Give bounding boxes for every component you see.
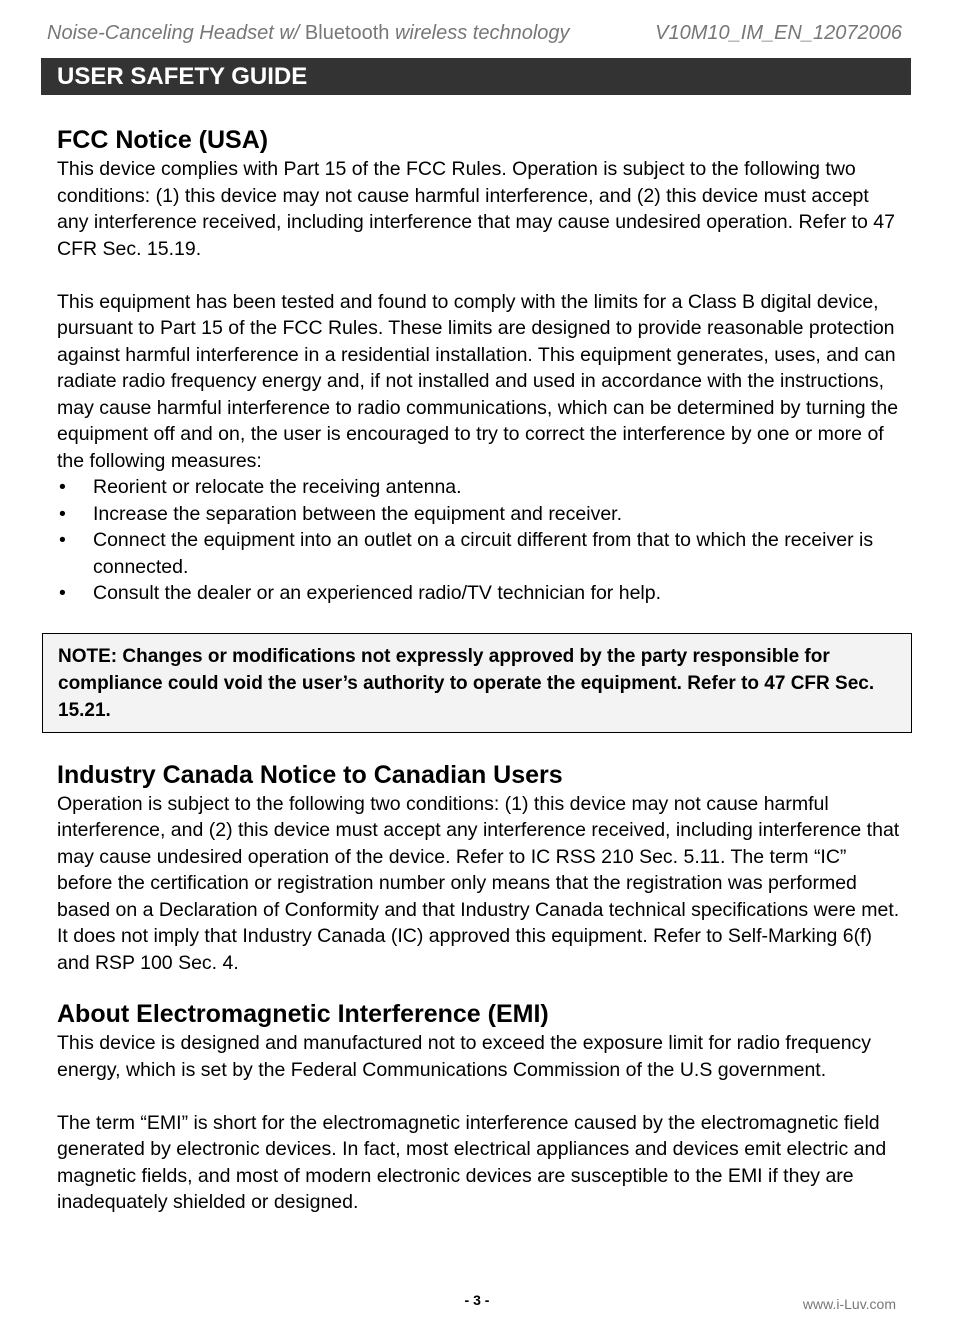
emi-section	[57, 998, 902, 1216]
fcc-heading: FCC Notice (USA)	[57, 126, 269, 154]
header-title	[47, 22, 570, 45]
list-item: • Reorient or relocate the receiving antenna.	[57, 474, 902, 501]
fcc-paragraph-2: This equipment has been tested and found to comply with the limits for a Class B digital device, pursuant to Part 15 of the FCC Rules. These limits are designed to provide reasonable protection against harmful interference in a residential installation. This equipment generates, uses, and can radiate radio frequency energy and, if not installed and used in accordance with the instructions, may cause harmful interference to radio communications, which can be determined by turning the equipment off and on, the user is encouraged to try to correct the interference by one or more of the following measures:	[57, 290, 899, 472]
bullet-icon: •	[59, 582, 66, 604]
section-banner: USER SAFETY GUIDE	[41, 58, 911, 95]
bullet-icon: •	[59, 502, 66, 525]
emi-paragraph-1: This device is designed and manufactured not to exceed the exposure limit for radio frequency energy, which is set by the Federal Communications Commission of the U.S government.	[57, 1032, 872, 1081]
canada-section	[57, 759, 902, 977]
bullet-icon: •	[59, 476, 66, 498]
note-box: NOTE: Changes or modifications not expressly approved by the party responsible for compliance could void the user’s authority to operate the equipment. Refer to 47 CFR Sec. 15.21.	[42, 633, 912, 733]
header-title-bluetooth: Bluetooth	[304, 22, 390, 44]
bullet-icon: •	[59, 529, 66, 551]
fcc-measures-list	[57, 474, 902, 607]
page-number: - 3 -	[464, 1292, 490, 1308]
canada-heading: Industry Canada Notice to Canadian Users	[57, 760, 563, 789]
header-title-part1: Noise-Canceling Headset w/	[47, 22, 305, 44]
list-item: • Connect the equipment into an outlet on a circuit different from that to which the receiver is connected.	[59, 529, 874, 578]
fcc-paragraph-1: This device complies with Part 15 of the FCC Rules. Operation is subject to the following two conditions: (1) this device may not cause harmful interference, and (2) this device must accept any interference received, including interference that may cause undesired operation. Refer to 47 CFR Sec. 15.19.	[57, 158, 895, 260]
footer-url: www.i-Luv.com	[802, 1296, 896, 1312]
running-header	[47, 22, 902, 45]
page-content	[57, 124, 902, 1216]
emi-heading: About Electromagnetic Interference (EMI)	[57, 1000, 549, 1028]
header-title-part3: wireless technology	[389, 22, 570, 44]
list-item: • Consult the dealer or an experienced radio/TV technician for help.	[57, 580, 902, 607]
list-item: • Increase the separation between the equipment and receiver.	[57, 501, 902, 528]
canada-paragraph: Operation is subject to the following two conditions: (1) this device may not cause harmful interference, and (2) this device must accept any interference received, including interference that may cause undesired operation of the device. Refer to IC RSS 210 Sec. 5.11. The term “IC” before the certification or registration number only means that the registration was performed based on a Declaration of Conformity and that Industry Canada technical specifications were met. It does not imply that Industry Canada (IC) approved this equipment. Refer to Self-Marking 6(f) and RSP 100 Sec. 4.	[57, 792, 900, 974]
emi-paragraph-2: The term “EMI” is short for the electromagnetic interference caused by the electromagnetic field generated by electronic devices. In fact, most electrical appliances and devices emit electric and magnetic fields, and most of modern electronic devices are susceptible to the EMI if they are inadequately shielded or designed.	[57, 1111, 887, 1213]
header-doc-code: V10M10_IM_EN_12072006	[655, 22, 902, 44]
